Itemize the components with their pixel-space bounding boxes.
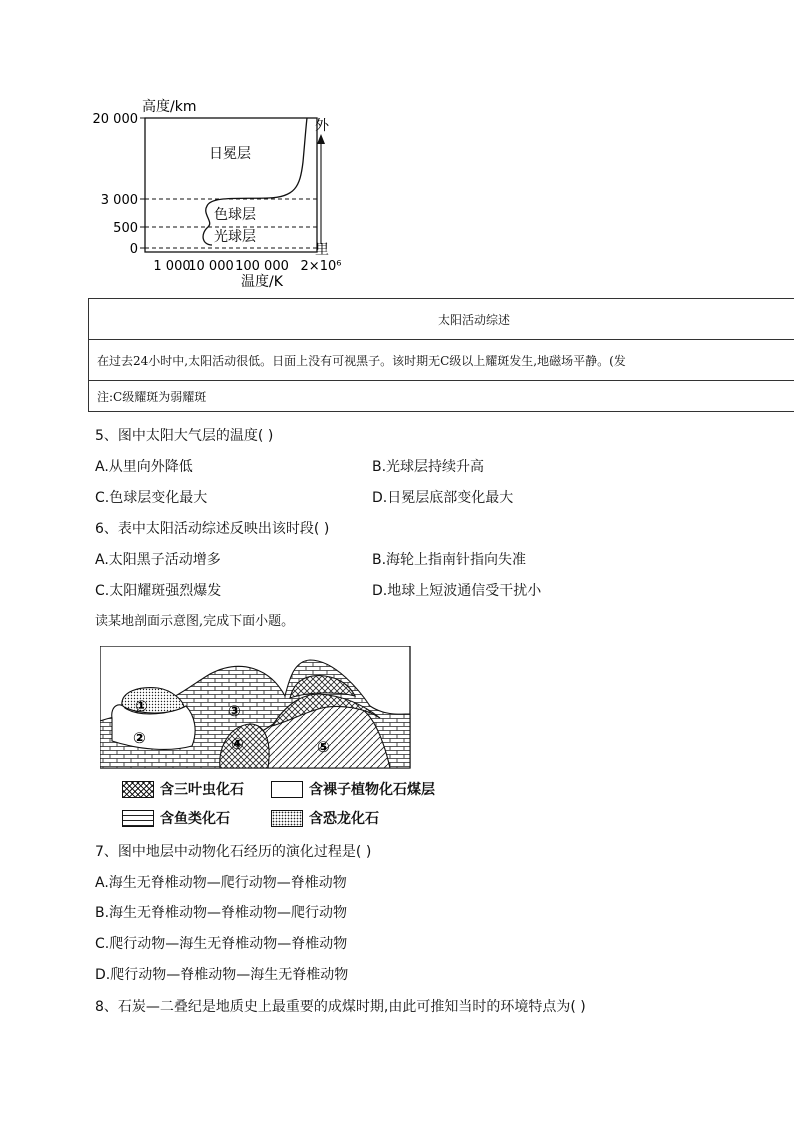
q7-option-d[interactable]: D.爬行动物—脊椎动物—海生无脊椎动物	[95, 967, 349, 983]
q6-option-b[interactable]: B.海轮上指南针指向失准	[372, 552, 527, 568]
y-tick-500: 500	[113, 221, 138, 236]
layer-photosphere: 光球层	[214, 229, 256, 245]
q6-option-c[interactable]: C.太阳耀斑强烈爆发	[95, 583, 222, 599]
q6-stem: 6、表中太阳活动综述反映出该时段( )	[95, 521, 330, 537]
dotted-swatch	[271, 810, 303, 827]
q7-option-c[interactable]: C.爬行动物—海生无脊椎动物—脊椎动物	[95, 936, 348, 952]
y-tick-20000: 20 000	[92, 112, 138, 127]
q5-option-b[interactable]: B.光球层持续升高	[372, 459, 485, 475]
y-tick-0: 0	[129, 242, 138, 257]
legend-coal: 含裸子植物化石煤层	[271, 779, 435, 799]
table-title: 太阳活动综述	[89, 299, 794, 340]
blank-swatch	[271, 781, 303, 798]
q6-option-d[interactable]: D.地球上短波通信受干扰小	[372, 583, 542, 599]
q8-stem: 8、石炭—二叠纪是地质史上最重要的成煤时期,由此可推知当时的环境特点为( )	[95, 999, 586, 1015]
geological-section-diagram	[100, 646, 412, 770]
layer-chromosphere: 色球层	[214, 207, 256, 223]
y-axis-label: 高度/km	[142, 99, 197, 115]
q7-option-b[interactable]: B.海生无脊椎动物—脊椎动物—爬行动物	[95, 905, 348, 921]
label-4: ④	[231, 735, 244, 753]
arrow-label-inside: 里	[315, 242, 329, 258]
arrow-head-icon	[317, 134, 325, 144]
solar-activity-table	[88, 298, 794, 412]
x-tick-1000: 1 000	[153, 259, 191, 274]
label-3: ③	[228, 702, 241, 720]
legend-fish: 含鱼类化石	[122, 808, 230, 828]
q5-stem: 5、图中太阳大气层的温度( )	[95, 428, 274, 444]
label-1: ①	[135, 697, 148, 715]
table-body: 在过去24小时中,太阳活动很低。日面上没有可视黑子。该时期无C级以上耀斑发生,地磁场平静。(发	[89, 340, 794, 381]
q7-option-a[interactable]: A.海生无脊椎动物—爬行动物—脊椎动物	[95, 875, 347, 891]
x-tick-100000: 100 000	[235, 259, 289, 274]
legend-trilobite: 含三叶虫化石	[122, 779, 244, 799]
legend-dinosaur: 含恐龙化石	[271, 808, 379, 828]
q5-option-a[interactable]: A.从里向外降低	[95, 459, 193, 475]
q7-stem: 7、图中地层中动物化石经历的演化过程是( )	[95, 844, 372, 860]
x-tick-10000: 10 000	[188, 259, 234, 274]
cross-hatch-swatch	[122, 781, 154, 798]
layer-corona: 日冕层	[209, 146, 251, 162]
label-2: ②	[133, 729, 146, 747]
x-tick-2e6: 2×10⁶	[300, 259, 342, 274]
brick-swatch	[122, 810, 154, 827]
arrow-label-outside: 外	[315, 118, 329, 134]
sun-atmosphere-chart	[90, 92, 360, 292]
y-tick-3000: 3 000	[100, 193, 138, 208]
x-axis-label: 温度/K	[241, 274, 283, 290]
q6-option-a[interactable]: A.太阳黑子活动增多	[95, 552, 221, 568]
q5-option-d[interactable]: D.日冕层底部变化最大	[372, 490, 514, 506]
q5-option-c[interactable]: C.色球层变化最大	[95, 490, 208, 506]
table-note: 注:C级耀斑为弱耀斑	[89, 381, 794, 412]
label-5: ⑤	[317, 738, 330, 756]
intro-text: 读某地剖面示意图,完成下面小题。	[95, 614, 295, 629]
temperature-curve	[203, 118, 307, 245]
